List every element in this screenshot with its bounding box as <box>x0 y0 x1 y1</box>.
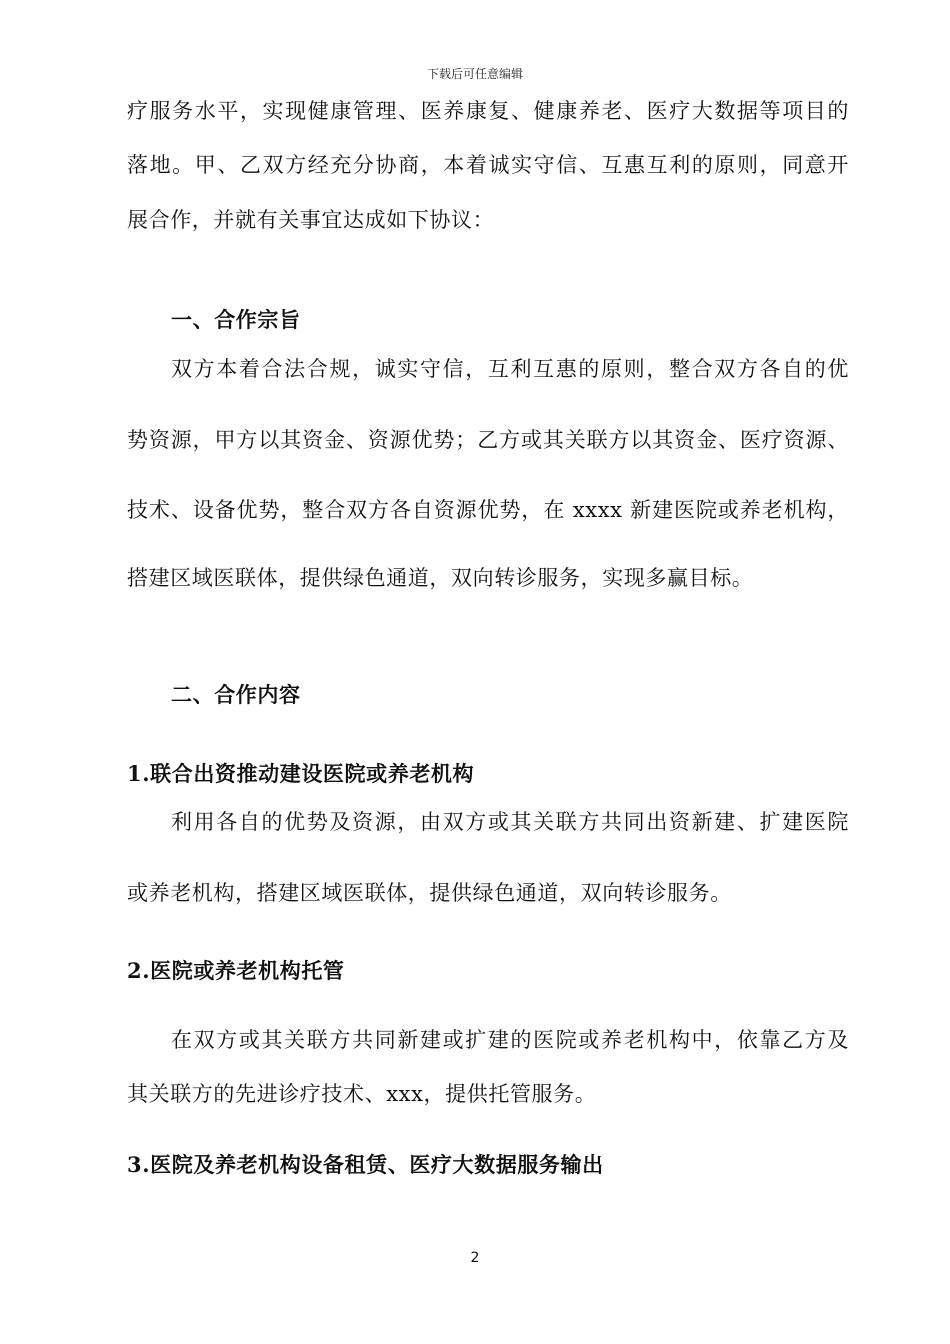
item-1-line-2: 或养老机构，搭建区域医联体，提供绿色通道，双向转诊服务。 <box>127 881 732 905</box>
intro-line-3: 展合作，并就有关事宜达成如下协议： <box>127 208 495 232</box>
section-1-title: 一、合作宗旨 <box>171 307 301 332</box>
page-number: 2 <box>470 1250 480 1266</box>
section-2-title: 二、合作内容 <box>171 682 301 707</box>
section-1-line-4: 搭建区域医联体，提供绿色通道，双向转诊服务，实现多赢目标。 <box>127 566 754 590</box>
intro-line-1: 疗服务水平，实现健康管理、医养康复、健康养老、医疗大数据等项目的 <box>127 99 849 123</box>
item-3-title: 3.医院及养老机构设备租赁、医疗大数据服务输出 <box>127 1152 604 1177</box>
item-2-line-2: 其关联方的先进诊疗技术、xxx，提供托管服务。 <box>127 1082 597 1106</box>
section-1-line-3: 技术、设备优势，整合双方各自资源优势，在 xxxx 新建医院或养老机构， <box>127 498 849 522</box>
intro-line-2: 落地。甲、乙双方经充分协商，本着诚实守信、互惠互利的原则，同意开 <box>127 153 849 177</box>
section-1-line-2: 势资源，甲方以其资金、资源优势；乙方或其关联方以其资金、医疗资源、 <box>127 428 849 452</box>
item-1-line-1: 利用各自的优势及资源，由双方或其关联方共同出资新建、扩建医院 <box>171 810 849 834</box>
item-1-title: 1.联合出资推动建设医院或养老机构 <box>127 761 475 786</box>
header-note: 下载后可任意编辑 <box>426 67 523 81</box>
item-2-title: 2.医院或养老机构托管 <box>127 958 345 983</box>
section-1-line-1: 双方本着合法合规，诚实守信，互利互惠的原则，整合双方各自的优 <box>171 357 849 381</box>
item-2-line-1: 在双方或其关联方共同新建或扩建的医院或养老机构中，依靠乙方及 <box>171 1028 849 1052</box>
